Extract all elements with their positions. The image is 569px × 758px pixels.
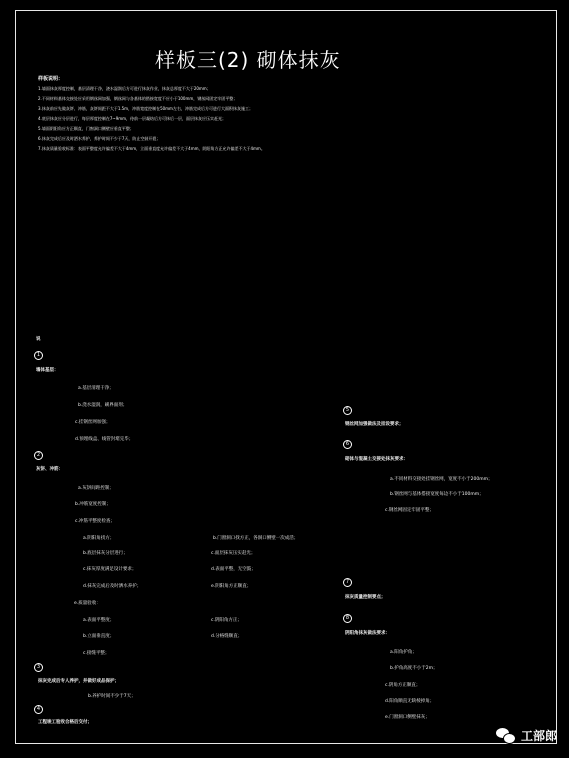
list-item: d.预埋线盒、线管封堵完毕； xyxy=(75,437,134,442)
list-item: a.阴阳角找方； xyxy=(83,536,115,541)
section-heading: 工程竣工验收合格后交付； xyxy=(38,720,92,725)
list-item: d.阳角顺直无缺棱掉角； xyxy=(385,699,435,704)
callout-marker: 5 xyxy=(343,406,352,415)
note-line: 4.底层抹灰应分层进行，每层厚度控制在7~9mm，待前一层凝结后方可抹后一层，面层抹灰应压实赶光； xyxy=(38,116,227,121)
note-line: 7.抹灰质量验收标准：表面平整度允许偏差不大于4mm，立面垂直度允许偏差不大于4mm，阴阳角方正允许偏差不大于4mm。 xyxy=(38,146,265,151)
note-line: 1.墙面抹灰厚度控制，基层清理干净，浇水湿润后方可进行抹灰作业，抹灰总厚度不大于20mm； xyxy=(38,86,211,91)
note-line: 3.抹灰前应先做灰饼、冲筋，灰饼间距不大于1.5m，冲筋宽度控制在50mm左右，冲筋完成后方可进行大面积抹灰施工； xyxy=(38,106,253,111)
list-item: d.分格缝顺直； xyxy=(211,634,243,639)
list-item: c.阴阳角方正； xyxy=(211,618,242,623)
list-item: c.钢丝网固定牢固平整； xyxy=(385,508,434,513)
callout-marker: 2 xyxy=(34,451,43,460)
section-heading: 砌体与混凝土交接处抹灰要求： xyxy=(345,457,408,462)
list-item: b.底层抹灰分层进行； xyxy=(83,551,128,556)
note-line: 2.不同材料基体交接处应采用钢丝网加强，钢丝网与各基体的搭接宽度不应小于100mm，钢丝网固定牢固平整； xyxy=(38,96,238,101)
list-item: c.挂钢丝网加强； xyxy=(75,420,111,425)
list-item: a.不同材料交接处挂钢丝网，宽度不小于200mm； xyxy=(390,477,493,482)
section-heading: 墙体基层： xyxy=(36,368,59,373)
list-item: a.灰饼间距控制； xyxy=(78,486,114,491)
watermark xyxy=(496,727,557,744)
watermark-text: 工部郎 xyxy=(520,729,557,743)
list-item: a.表面平整度； xyxy=(83,618,115,623)
note-line: 5.墙面阴阳角应方正顺直，门窗洞口侧壁应垂直平整； xyxy=(38,126,134,131)
section-heading: 灰饼、冲筋： xyxy=(36,467,63,472)
wechat-icon xyxy=(496,728,516,744)
list-item: c.接缝平整； xyxy=(83,651,110,656)
section-heading: 抹灰质量控制要点； xyxy=(345,595,386,600)
list-item: c.抹灰厚度满足设计要求； xyxy=(83,567,137,572)
note-line: 6.抹灰完成后应及时洒水养护，养护时间不少于7天，防止空鼓开裂； xyxy=(38,136,161,141)
list-item: e.门窗洞口侧壁抹灰； xyxy=(385,715,430,720)
list-item: e.阴阳角方正顺直； xyxy=(211,584,252,589)
list-item: b.钢丝网与基体搭接宽度每边不小于100mm； xyxy=(390,492,484,497)
callout-marker: 4 xyxy=(34,705,43,714)
list-item: b.立面垂直度； xyxy=(83,634,115,639)
list-item: c.阴角方正顺直； xyxy=(385,683,421,688)
list-item: b.养护时间不少于7天； xyxy=(88,694,136,699)
callout-marker: 7 xyxy=(343,578,352,587)
list-item: e.质量验收： xyxy=(74,601,101,606)
section-title: 说 xyxy=(36,337,41,342)
callout-marker: 3 xyxy=(34,663,43,672)
callout-marker: 6 xyxy=(343,440,352,449)
callout-marker: 8 xyxy=(343,614,352,623)
list-item: b.护角高度不小于2m； xyxy=(390,666,438,671)
section-heading: 抹灰完成后专人养护，并做好成品保护； xyxy=(38,679,119,684)
list-item: c.冲筋平整度检查； xyxy=(75,519,115,524)
callout-marker: 1 xyxy=(34,351,43,360)
section-heading: 钢丝网加强做法及挂设要求； xyxy=(345,422,404,427)
list-item: c.面层抹灰压实赶光； xyxy=(211,551,256,556)
section-heading: 阴阳角抹灰做法要求： xyxy=(345,631,390,636)
notes-heading: 样板说明： xyxy=(38,76,64,82)
list-item: b.浇水湿润，刷界面剂； xyxy=(78,403,128,408)
list-item: b.门窗洞口找方正，各洞口侧壁一次成活； xyxy=(213,536,299,541)
list-item: a.基层清理干净； xyxy=(78,386,114,391)
list-item: d.抹灰完成后及时洒水养护； xyxy=(83,584,142,589)
drawing-title: 样板三(2) 砌体抹灰 xyxy=(155,48,341,72)
list-item: b.冲筋宽度控制； xyxy=(75,502,111,507)
list-item: a.阳角护角； xyxy=(390,650,417,655)
list-item: d.表面平整，无空鼓； xyxy=(211,567,256,572)
